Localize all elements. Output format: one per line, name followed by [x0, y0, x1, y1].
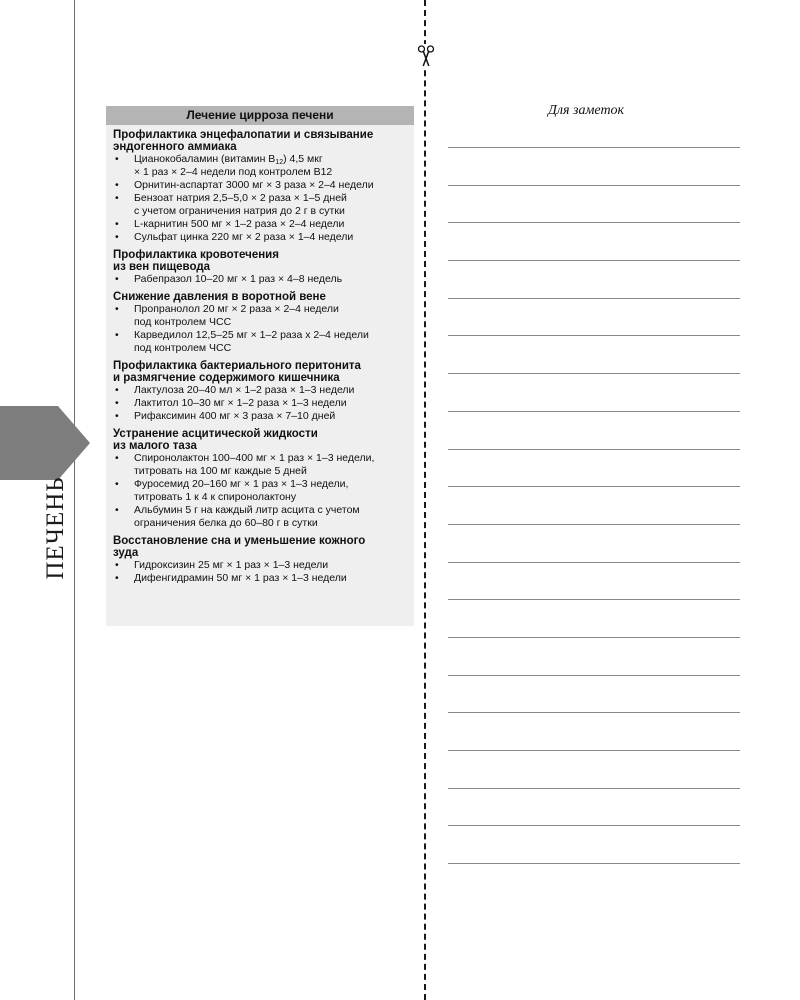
- note-line: [448, 637, 740, 675]
- medication-item: • Гидроксизин 25 мг × 1 раз × 1–3 недели: [113, 559, 406, 572]
- medication-item: • Лактитол 10–30 мг × 1–2 раза × 1–3 недели: [113, 397, 406, 410]
- medication-item: • Пропранолол 20 мг × 2 раза × 2–4 недели под контролем ЧСС: [113, 303, 406, 329]
- note-line: [448, 147, 740, 185]
- medication-item: • Альбумин 5 г на каждый литр асцита с учетом ограничения белка до 60–80 г в сутки: [113, 504, 406, 530]
- note-line: [448, 298, 740, 336]
- chapter-side-label: ПЕЧЕНЬ: [42, 476, 69, 580]
- chapter-tab-marker: [0, 406, 90, 480]
- note-line: [448, 675, 740, 713]
- note-line: [448, 599, 740, 637]
- note-line: [448, 712, 740, 750]
- medication-item: • Карведилол 12,5–25 мг × 1–2 раза x 2–4 недели под контролем ЧСС: [113, 329, 406, 355]
- note-line: [448, 373, 740, 411]
- treatment-section: [113, 291, 406, 355]
- medication-item: • Рифаксимин 400 мг × 3 раза × 7–10 дней: [113, 410, 406, 423]
- medication-item: • Фуросемид 20–160 мг × 1 раз × 1–3 недели, титровать 1 к 4 к спиронолактону: [113, 478, 406, 504]
- medication-item: • Цианокобаламин (витамин $B_{12}$) 4,5 мкг × 1 раз × 2–4 недели под контролем В12: [113, 153, 406, 179]
- section-title: Устранение асцитической жидкости из малого таза: [113, 428, 318, 452]
- section-title: Профилактика бактериального перитонита и размягчение содержимого кишечника: [113, 360, 361, 384]
- note-line: [448, 185, 740, 223]
- section-title: Профилактика энцефалопатии и связывание эндогенного аммиака: [113, 129, 374, 153]
- section-title: Профилактика кровотечения из вен пищевода: [113, 249, 279, 273]
- treatment-section: [113, 360, 406, 423]
- note-line: [448, 524, 740, 562]
- medication-item: • Лактулоза 20–40 мл × 1–2 раза × 1–3 недели: [113, 384, 406, 397]
- treatment-section: [113, 249, 406, 286]
- medication-list: [113, 153, 406, 244]
- medication-item: • Сульфат цинка 220 мг × 2 раза × 1–4 недели: [113, 231, 406, 244]
- note-line: [448, 750, 740, 788]
- note-line: [448, 863, 740, 901]
- note-line: [448, 788, 740, 826]
- notes-lines: [448, 147, 740, 901]
- note-line: [448, 825, 740, 863]
- medication-item: • Бензоат натрия 2,5–5,0 × 2 раза × 1–5 дней с учетом ограничения натрия до 2 г в сутки: [113, 192, 406, 218]
- panel-body: [106, 125, 414, 585]
- medication-item: • L-карнитин 500 мг × 1–2 раза × 2–4 недели: [113, 218, 406, 231]
- margin-rule: [74, 0, 75, 1000]
- note-line: [448, 335, 740, 373]
- medication-item: • Дифенгидрамин 50 мг × 1 раз × 1–3 недели: [113, 572, 406, 585]
- note-line: [448, 260, 740, 298]
- section-title: Снижение давления в воротной вене: [113, 291, 326, 303]
- medication-list: [113, 303, 406, 355]
- scissors-icon: [416, 44, 436, 68]
- note-line: [448, 449, 740, 487]
- medication-item: • Спиронолактон 100–400 мг × 1 раз × 1–3 недели, титровать на 100 мг каждые 5 дней: [113, 452, 406, 478]
- medication-item: • Рабепразол 10–20 мг × 1 раз × 4–8 недель: [113, 273, 406, 286]
- panel-title: Лечение цирроза печени: [106, 106, 414, 125]
- note-line: [448, 486, 740, 524]
- medication-item: • Орнитин-аспартат 3000 мг × 3 раза × 2–4 недели: [113, 179, 406, 192]
- medication-list: [113, 273, 406, 286]
- medication-list: [113, 384, 406, 423]
- medication-list: [113, 452, 406, 530]
- treatment-section: [113, 535, 406, 585]
- notes-title: Для заметок: [548, 103, 625, 118]
- note-line: [448, 562, 740, 600]
- medication-list: [113, 559, 406, 585]
- subscript: 12: [275, 159, 284, 166]
- note-line: [448, 222, 740, 260]
- dashed-cut-line: [424, 0, 426, 1000]
- section-title: Восстановление сна и уменьшение кожного зуда: [113, 535, 366, 559]
- treatment-section: [113, 129, 406, 244]
- treatment-section: [113, 428, 406, 530]
- treatment-panel: [106, 106, 414, 626]
- note-line: [448, 411, 740, 449]
